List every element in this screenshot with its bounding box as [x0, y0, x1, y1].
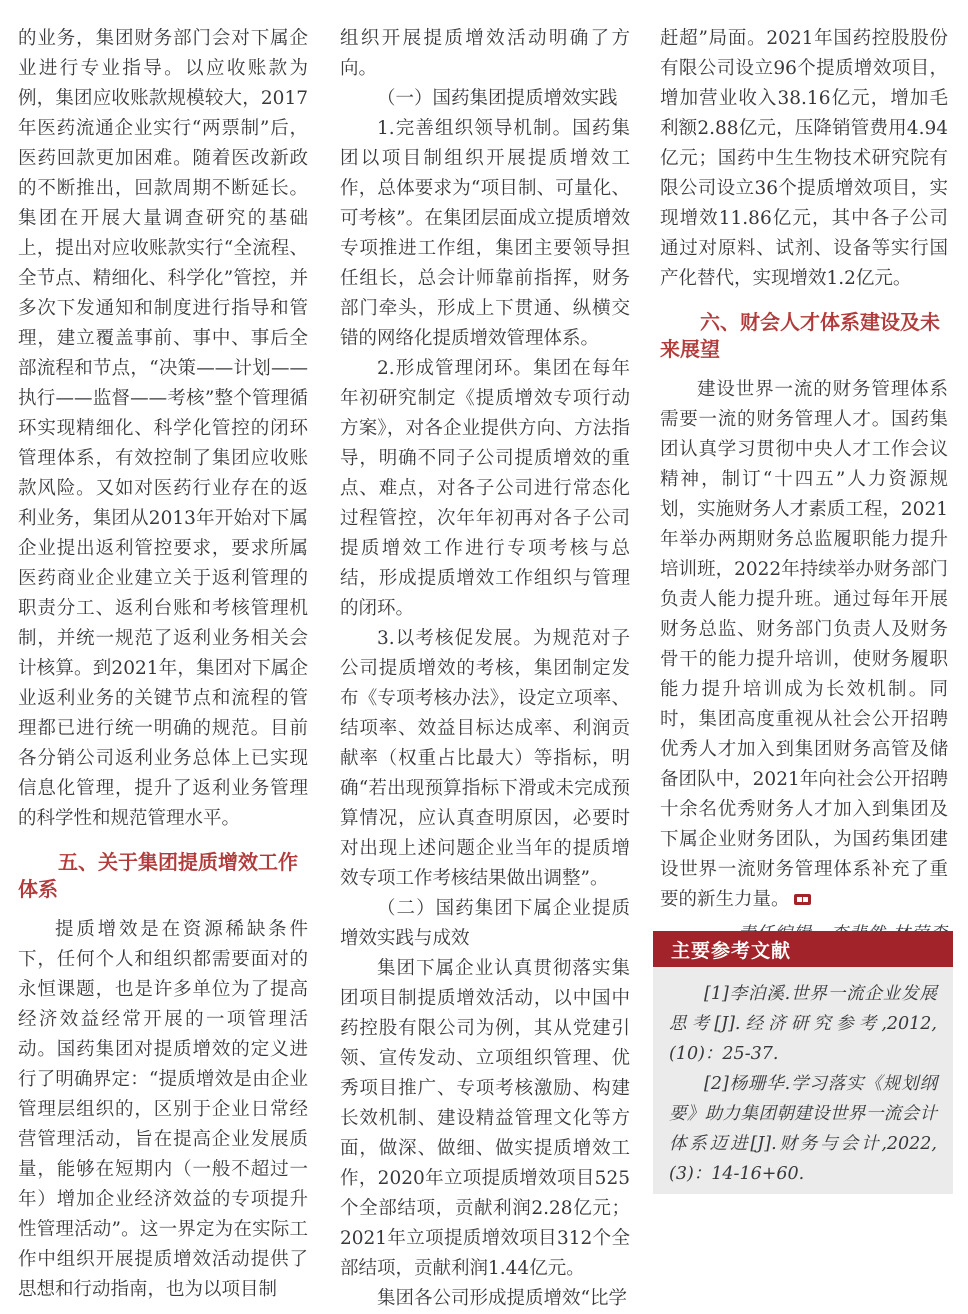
- paragraph: 的业务，集团财务部门会对下属企业进行专业指导。以应收账款为例，集团应收账款规模较大，2017年医药流通企业实行“两票制”后，医药回款更加困难。随着医改新政的不断推出，回款周期不断延长。集团在开展大量调查研究的基础上，提出对应收账款实行“全流程、全节点、精细化、科学化”管控，并多次下发通知和制度进行指导和管理，建立覆盖事前、事中、事后全部流程和节点，“决策——计划——执行——监督——考核”整个管理循环实现精细化、科学化管控的闭环管理体系，有效控制了集团应收账款风险。又如对医药行业存在的返利业务，集团从2013年开始对下属企业提出返利管控要求，要求所属医药商业企业建立关于返利管理的职责分工、返利台账和考核管理机制，并统一规范了返利业务相关会计核算。到2021年，集团对下属企业返利业务的关键节点和流程的管理都已进行统一明确的规范。目前各分销公司返利业务总体上已实现信息化管理，提升了返利业务管理的科学性和规范管理水平。: [18, 28, 308, 829]
- paragraph: 2.形成管理闭环。集团在每年年初研究制定《提质增效专项行动方案》，对各企业提供方向、方法指导，明确不同子公司提质增效的重点、难点，对各子公司进行常态化过程管控，次年年初再对各子公司提质增效工作进行专项考核与总结，形成提质增效工作组织与管理的闭环。: [340, 358, 630, 619]
- reference-item: [1]李泊溪.世界一流企业发展思考[J].经济研究参考,2012,(10)：25-37.: [669, 984, 937, 1064]
- reference-item: [2]杨珊华.学习落实《规划纲要》助力集团朝建设世界一流会计体系迈进[J].财务与会计,2022,(3)：14-16+60.: [669, 1074, 937, 1184]
- sub-heading: （二）国药集团下属企业提质增效实践与成效: [340, 898, 630, 949]
- reference-box-title: 主要参考文献: [671, 939, 792, 962]
- paragraph: 集团各公司形成提质增效“比学: [377, 1288, 627, 1309]
- article-column-2: [340, 24, 630, 1314]
- paragraph: 组织开展提质增效活动明确了方向。: [340, 28, 630, 79]
- article-column-1: [18, 24, 308, 1305]
- sub-heading: （一）国药集团提质增效实践: [377, 88, 618, 109]
- reference-box-body: [653, 967, 953, 1189]
- section-heading-6: 六、财会人才体系建设及未来展望: [660, 310, 940, 361]
- article-column-3: [660, 24, 948, 949]
- section-heading-5: 五、关于集团提质增效工作体系: [18, 850, 298, 901]
- paragraph: 1.完善组织领导机制。国药集团以项目制组织开展提质增效工作，总体要求为“项目制、可量化、可考核”。在集团层面成立提质增效专项推进工作组，集团主要领导担任组长，总会计师靠前指挥，财务部门牵头，形成上下贯通、纵横交错的网络化提质增效管理体系。: [340, 118, 630, 349]
- paragraph: 赶超”局面。2021年国药控股股份有限公司设立96个提质增效项目，增加营业收入38.16亿元，增加毛利额2.88亿元，压降销管费用4.94亿元；国药中生生物技术研究院有限公司设立36个提质增效项目，实现增效11.86亿元，其中各子公司通过对原料、试剂、设备等实行国产化替代，实现增效1.2亿元。: [660, 28, 948, 289]
- paragraph: 3.以考核促发展。为规范对子公司提质增效的考核，集团制定发布《专项考核办法》，设定立项率、结项率、效益目标达成率、利润贡献率（权重占比最大）等指标，明确“若出现预算指标下滑或未完成预算情况，应认真查明原因，必要时对出现上述问题企业当年的提质增效专项工作考核结果做出调整”。: [340, 628, 630, 889]
- end-of-article-icon: [794, 894, 811, 905]
- paragraph: 提质增效是在资源稀缺条件下，任何个人和组织都需要面对的永恒课题，也是许多单位为了提高经济效益经常开展的一项管理活动。国药集团对提质增效的定义进行了明确界定：“提质增效是由企业管理层组织的，区别于企业日常经营管理活动，旨在提高企业发展质量，能够在短期内（一般不超过一年）增加企业经济效益的专项提升性管理活动”。这一界定为在实际工作中组织开展提质增效活动提供了思想和行动指南，也为以项目制: [18, 919, 308, 1300]
- reference-box-header: [653, 931, 953, 967]
- paragraph-text: 建设世界一流的财务管理体系需要一流的财务管理人才。国药集团认真学习贯彻中央人才工作会议精神，制订“十四五”人力资源规划，实施财务人才素质工程，2021年举办两期财务总监履职能力提升培训班，2022年持续举办财务部门负责人能力提升班。通过每年开展财务总监、财务部门负责人及财务骨干的能力提升培训，使财务履职能力提升培训成为长效机制。同时，集团高度重视从社会公开招聘优秀人才加入到集团财务高管及储备团队中，2021年向社会公开招聘十余名优秀财务人才加入到集团及下属企业财务团队，为国药集团建设世界一流财务管理体系补充了重要的新生力量。: [660, 379, 948, 910]
- paragraph: 集团下属企业认真贯彻落实集团项目制提质增效活动，以中国中药控股有限公司为例，其从党建引领、宣传发动、立项组织管理、优秀项目推广、专项考核激励、构建长效机制、建设精益管理文化等方面，做深、做细、做实提质增效工作，2020年立项提质增效项目525个全部结项，贡献利润2.28亿元；2021年立项提质增效项目312个全部结项，贡献利润1.44亿元。: [340, 958, 630, 1279]
- reference-box: [653, 931, 953, 1194]
- paragraph: [660, 375, 948, 915]
